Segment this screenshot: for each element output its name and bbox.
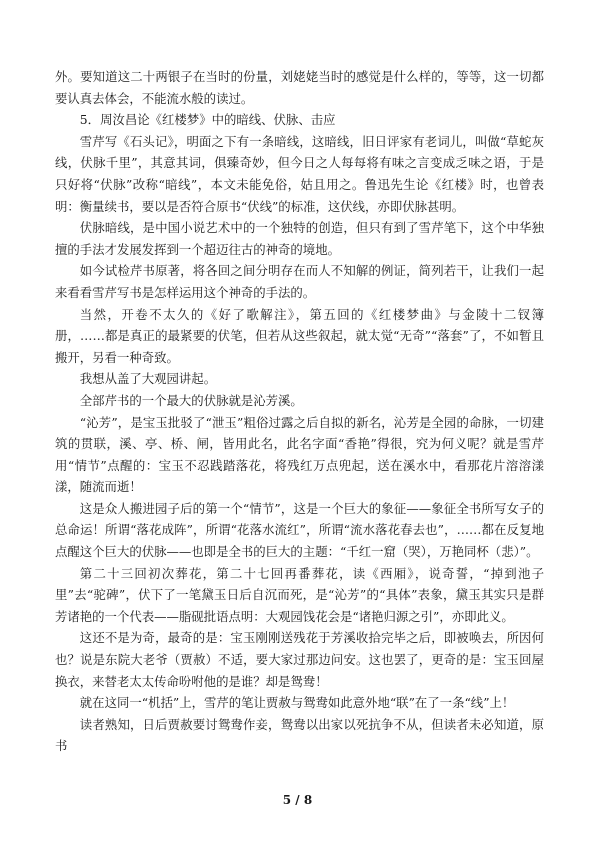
- paragraph: 当然，开卷不太久的《好了歌解注》，第五回的《红楼梦曲》与金陵十二钗簿册，……都是真正的最紧要的伏笔，但若从这些叙起，就太觉“无奇”“落套”了，不如暂且搬开，另看一种奇致。: [55, 306, 544, 365]
- paragraph: “沁芳”，是宝玉批驳了“泄玉”粗俗过露之后自拟的新名，沁芳是全园的命脉，一切建筑的贯联，溪、亭、桥、闸，皆用此名，此名字面“香艳”得很，究为何义呢？就是雪芹用“情节”点醒的：宝玉不忍践踏落花，将残红万点兜起，送在溪水中，看那花片溶溶漾漾，随流而逝！: [55, 414, 544, 495]
- paragraph: 这还不是为奇，最奇的是：宝玉刚刚送残花于芳溪收拾完毕之后，即被唤去，所因何也？说是东院大老爷（贾赦）不适，要大家过那边问安。这也罢了，更奇的是：宝玉回屋换衣，来替老太太传命吩咐他的是谁？却是鸳鸯！: [55, 630, 544, 689]
- paragraph: 如今试检芹书原著，将各回之间分明存在而人不知解的例证，简列若干，让我们一起来看看雪芹写书是怎样运用这个神奇的手法的。: [55, 263, 544, 300]
- paragraph: 伏脉暗线，是中国小说艺术中的一个独特的创造，但只有到了雪芹笔下，这个中华独擅的手法才发展发挥到一个超迈往古的神奇的境地。: [55, 220, 544, 257]
- paragraph: 雪芹写《石头记》，明面之下有一条暗线，这暗线，旧日评家有老词儿，叫做“草蛇灰线，伏脉千里”，其意其词，俱臻奇妙，但今日之人每每将有味之言变成乏味之语，于是只好将“伏脉”改称“暗线”，本文未能免俗，姑且用之。鲁迅先生论《红楼》时，也曾表明：衡量续书，要以是否符合原书“伏线”的标准，这伏线，亦即伏脉甚明。: [55, 133, 544, 214]
- paragraph: 我想从盖了大观园讲起。: [79, 371, 217, 387]
- paragraph-continuation: 外。要知道这二十两银子在当时的份量，刘姥姥当时的感觉是什么样的，等等，这一切都要认真去体会，不能流水般的读过。: [55, 69, 544, 106]
- paragraph: 第二十三回初次葬花，第二十七回再番葬花，读《西厢》，说奇誓，“掉到池子里”去“驼碑”，伏下了一笔黛玉日后自沉而死，是“沁芳”的“具体”表象，黛玉其实只是群芳诸艳的一个代表——脂砚批语点明：大观园饯花会是“诸艳归源之引”，亦即此义。: [55, 565, 544, 624]
- page-number: 5 / 8: [282, 793, 313, 807]
- paragraph: 这是众人搬进园子后的第一个“情节”，这是一个巨大的象征——象征全书所写女子的总命运！所谓“落花成阵”，所谓“花落水流红”，所谓“流水落花春去也”，……都在反复地点醒这个巨大的伏脉——也即是全书的巨大的主题：“千红一窟（哭），万艳同杯（悲）”。: [55, 500, 544, 560]
- paragraph: 全部芹书的一个最大的伏脉就是沁芳溪。: [79, 392, 303, 408]
- section-heading: 5．周汝昌论《红楼梦》中的暗线、伏脉、击应: [79, 112, 336, 128]
- paragraph: 就在这同一“机括”上，雪芹的笔让贾赦与鸳鸯如此意外地“联”在了一条“线”上！: [79, 695, 515, 711]
- page-body: [55, 66, 544, 757]
- paragraph: 读者熟知，日后贾赦要讨鸳鸯作妾，鸳鸯以出家以死抗争不从，但读者未必知道，原书: [55, 716, 544, 754]
